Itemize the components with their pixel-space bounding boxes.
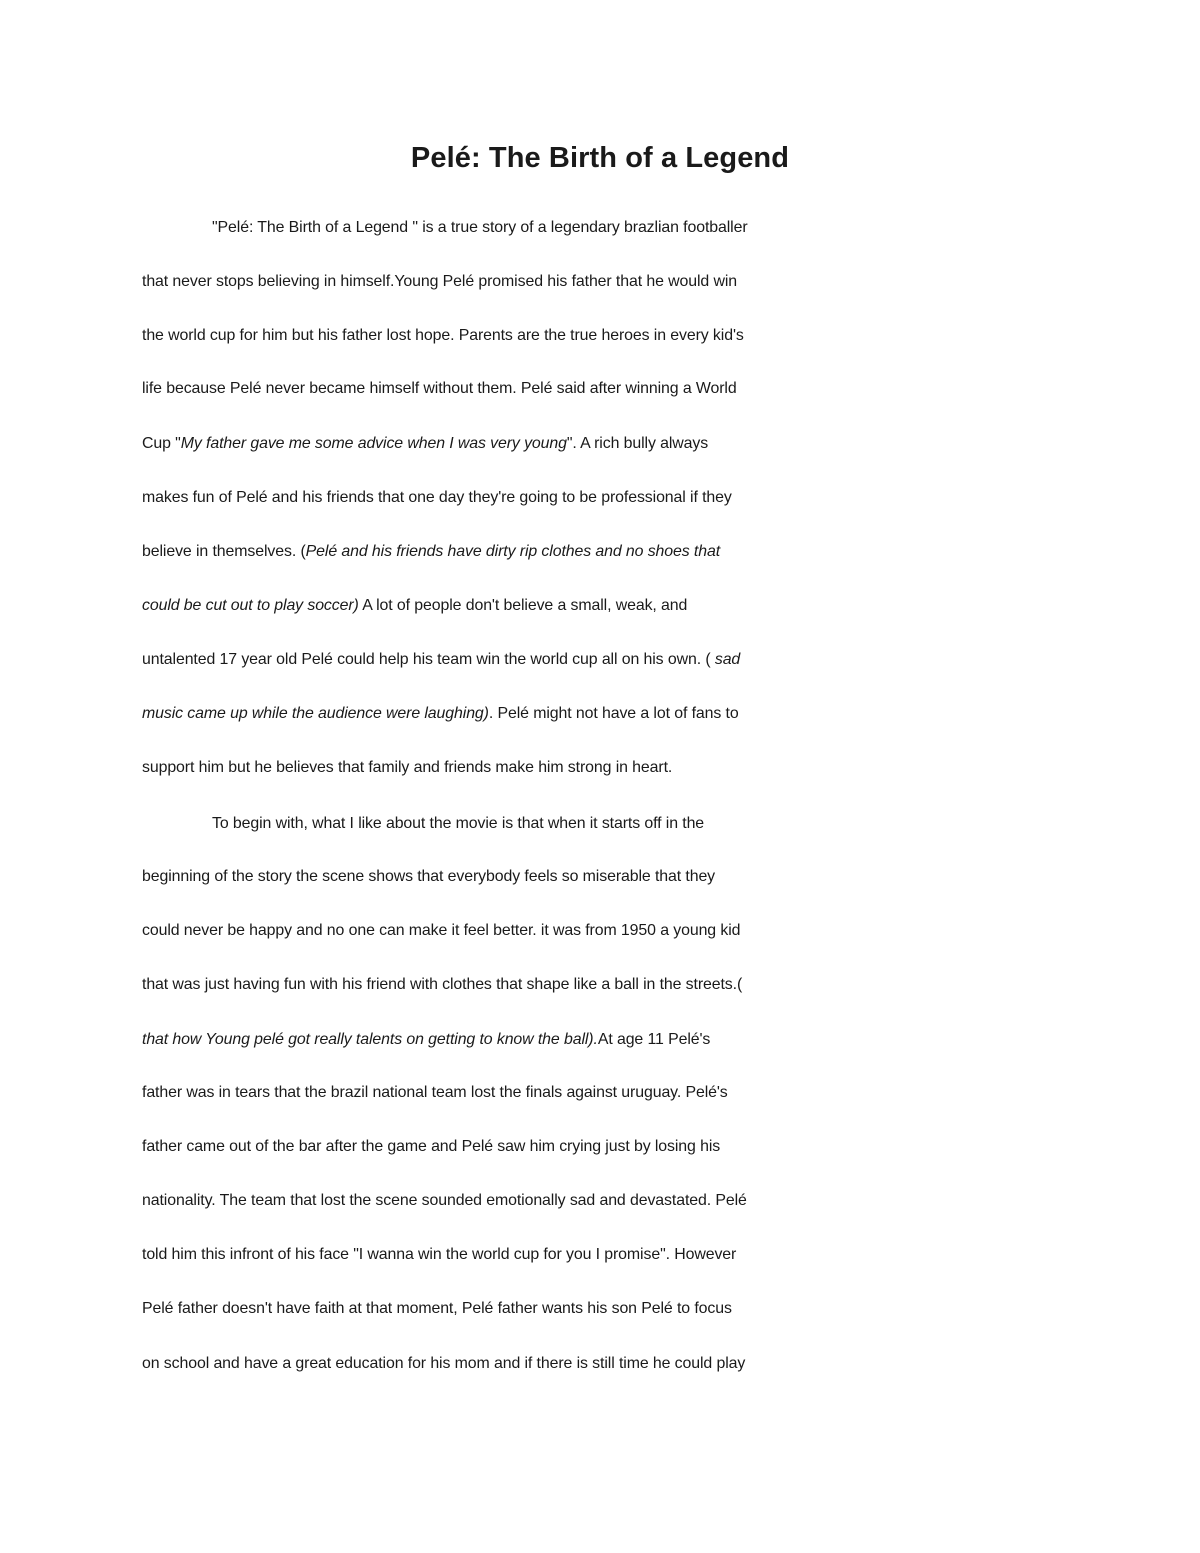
line-text: could never be happy and no one can make it feel better. it was from 1950 a young kid	[142, 922, 741, 939]
paragraph-line	[142, 916, 1062, 946]
paragraph-line	[142, 753, 1062, 783]
paragraph-line	[142, 483, 1062, 513]
line-text: on school and have a great education for his mom and if there is still time he could play	[142, 1355, 746, 1372]
paragraph-line	[142, 1078, 1062, 1108]
line-text: "Pelé: The Birth of a Legend " is a true story of a legendary brazlian footballer	[212, 219, 748, 236]
line-text: father came out of the bar after the game and Pelé saw him crying just by losing his	[142, 1138, 721, 1155]
paragraph-line	[142, 1240, 1062, 1270]
line-text: A lot of people don't believe a small, weak, and	[358, 597, 688, 614]
line-text: ". A rich bully always	[566, 435, 709, 452]
paragraph-line	[142, 699, 1062, 729]
line-text: told him this infront of his face "I wanna win the world cup for you I promise". However	[142, 1246, 737, 1263]
paragraph-line	[212, 809, 1132, 839]
line-text: the world cup for him but his father lost hope. Parents are the true heroes in every kid's	[142, 327, 744, 344]
line-text: untalented 17 year old Pelé could help his team win the world cup all on his own. (	[142, 651, 715, 668]
paragraph-line	[142, 321, 1062, 351]
line-text: To begin with, what I like about the movie is that when it starts off in the	[212, 815, 705, 832]
line-text: father was in tears that the brazil national team lost the finals against uruguay. Pelé's	[142, 1084, 728, 1101]
italic-text: sad	[714, 651, 741, 668]
paragraph-line	[142, 537, 1062, 567]
line-text: that was just having fun with his friend with clothes that shape like a ball in the streets.(	[142, 976, 743, 993]
line-text: life because Pelé never became himself without them. Pelé said after winning a World	[142, 380, 737, 397]
paragraph-line	[142, 862, 1062, 892]
line-text: support him but he believes that family and friends make him strong in heart.	[142, 759, 673, 776]
italic-text: Pelé and his friends have dirty rip clothes and no shoes that	[305, 543, 721, 560]
italic-text: that how Young pelé got really talents on getting to know the ball).	[142, 1031, 598, 1048]
paragraph-line	[142, 591, 1062, 621]
line-text: believe in themselves. (	[142, 543, 306, 560]
line-text: Pelé father doesn't have faith at that moment, Pelé father wants his son Pelé to focus	[142, 1300, 732, 1317]
paragraph-line	[142, 970, 1062, 1000]
paragraph-line	[212, 213, 1132, 243]
paragraph-line	[142, 429, 1062, 459]
italic-text: music came up while the audience were laughing)	[142, 705, 489, 722]
line-text: makes fun of Pelé and his friends that one day they're going to be professional if they	[142, 489, 732, 506]
italic-text: My father gave me some advice when I was very young	[180, 435, 567, 452]
line-text: At age 11 Pelé's	[597, 1031, 711, 1048]
document-title: Pelé: The Birth of a Legend	[410, 142, 790, 174]
italic-text: could be cut out to play soccer)	[142, 597, 359, 614]
paragraph-line	[142, 645, 1062, 675]
paragraph-line	[142, 374, 1062, 404]
paragraph-line	[142, 1186, 1062, 1216]
paragraph-line	[142, 1349, 1062, 1379]
line-text: beginning of the story the scene shows that everybody feels so miserable that they	[142, 868, 716, 885]
paragraph-line	[142, 267, 1062, 297]
line-text: . Pelé might not have a lot of fans to	[488, 705, 739, 722]
line-text: that never stops believing in himself.Young Pelé promised his father that he would win	[142, 273, 738, 290]
paragraph-line	[142, 1294, 1062, 1324]
paragraph-line	[142, 1132, 1062, 1162]
line-text: Cup "	[142, 435, 181, 452]
line-text: nationality. The team that lost the scene sounded emotionally sad and devastated. Pelé	[142, 1192, 747, 1209]
paragraph-line	[142, 1025, 1062, 1055]
